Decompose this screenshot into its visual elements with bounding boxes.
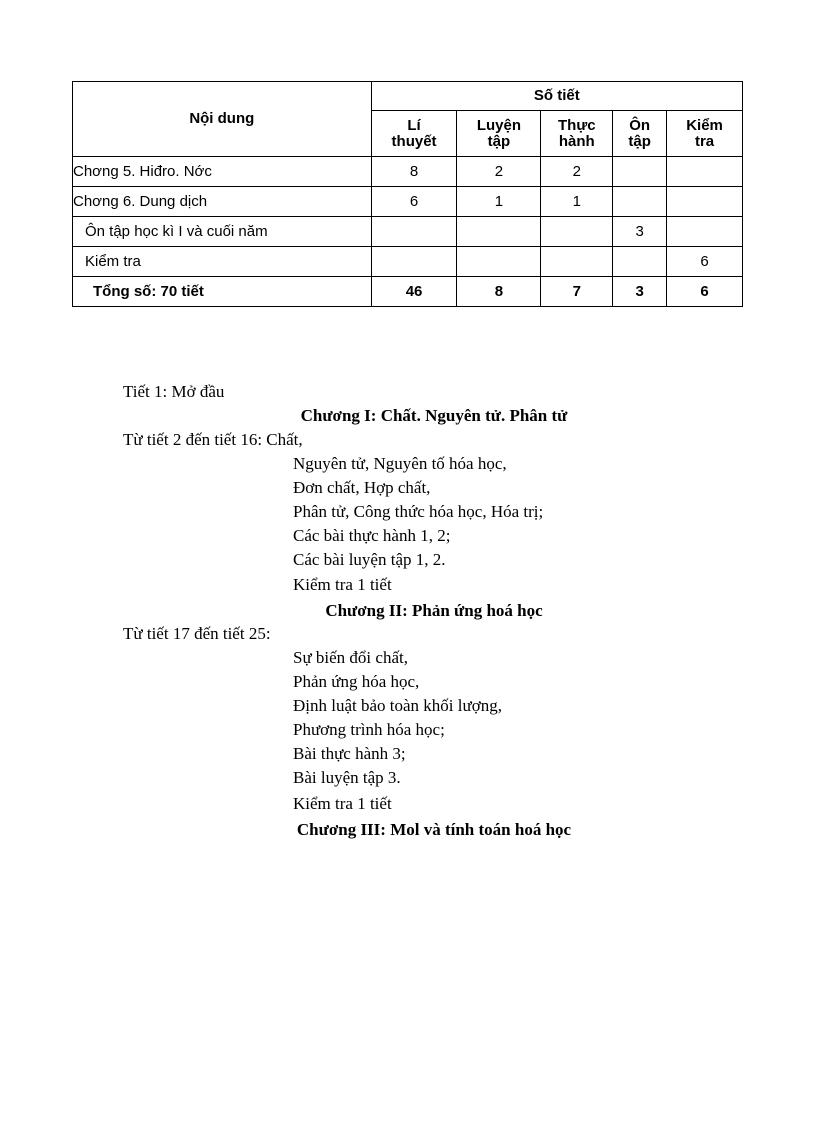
table-cell: 46: [371, 277, 457, 307]
list-item: Các bài luyện tập 1, 2.: [293, 550, 446, 569]
list-item: Phản ứng hóa học,: [293, 672, 420, 691]
list-item: Sự biến đổi chất,: [293, 648, 408, 667]
row-label: Kiểm tra: [73, 247, 372, 277]
tiet-1-line: Tiết 1: Mở đầu: [123, 382, 225, 401]
list-item: Bài thực hành 3;: [293, 744, 406, 763]
header-on-tap: Ôn tập: [613, 111, 667, 157]
header-li-thuyet: Lí thuyết: [371, 111, 457, 157]
table-cell: 1: [541, 187, 613, 217]
table-cell: 1: [457, 187, 541, 217]
table-cell: 7: [541, 277, 613, 307]
list-item: Nguyên tử, Nguyên tố hóa học,: [293, 454, 507, 473]
row-label: Chơng 5. Hiđro. Nớc: [73, 157, 372, 187]
chuong-2-range: Từ tiết 17 đến tiết 25:: [123, 624, 271, 643]
header-thuc-hanh: Thực hành: [541, 111, 613, 157]
table-cell: 2: [541, 157, 613, 187]
list-item: Kiểm tra 1 tiết: [293, 575, 392, 594]
row-label: Chơng 6. Dung dịch: [73, 187, 372, 217]
list-item: Phân tử, Công thức hóa học, Hóa trị;: [293, 502, 544, 521]
header-luyen-tap: Luyện tập: [457, 111, 541, 157]
chuong-2-heading: Chương II: Phản ứng hoá học: [325, 601, 543, 620]
table-cell: 6: [371, 187, 457, 217]
table-cell: 2: [457, 157, 541, 187]
chuong-1-range: Từ tiết 2 đến tiết 16: Chất,: [123, 430, 303, 449]
table-cell: 3: [613, 217, 667, 247]
header-kiem-tra: Kiểm tra: [667, 111, 743, 157]
table-cell: 3: [613, 277, 667, 307]
row-label: Ôn tập học kì I và cuối năm: [73, 217, 372, 247]
list-item: Kiểm tra 1 tiết: [293, 794, 392, 813]
chuong-1-heading: Chương I: Chất. Nguyên tử. Phân tử: [300, 406, 568, 425]
chuong-3-heading: Chương III: Mol và tính toán hoá học: [296, 820, 572, 839]
table-cell: 6: [667, 277, 743, 307]
list-item: Bài luyện tập 3.: [293, 768, 401, 787]
list-item: Đơn chất, Hợp chất,: [293, 478, 431, 497]
list-item: Phương trình hóa học;: [293, 720, 445, 739]
table-cell: 6: [667, 247, 743, 277]
header-so-tiet: Số tiết: [371, 82, 742, 111]
table-cell: 8: [457, 277, 541, 307]
header-noi-dung: Nội dung: [73, 82, 372, 157]
list-item: Định luật bảo toàn khối lượng,: [293, 696, 502, 715]
table-cell: 8: [371, 157, 457, 187]
total-label: Tổng số: 70 tiết: [73, 277, 372, 307]
list-item: Các bài thực hành 1, 2;: [293, 526, 451, 545]
